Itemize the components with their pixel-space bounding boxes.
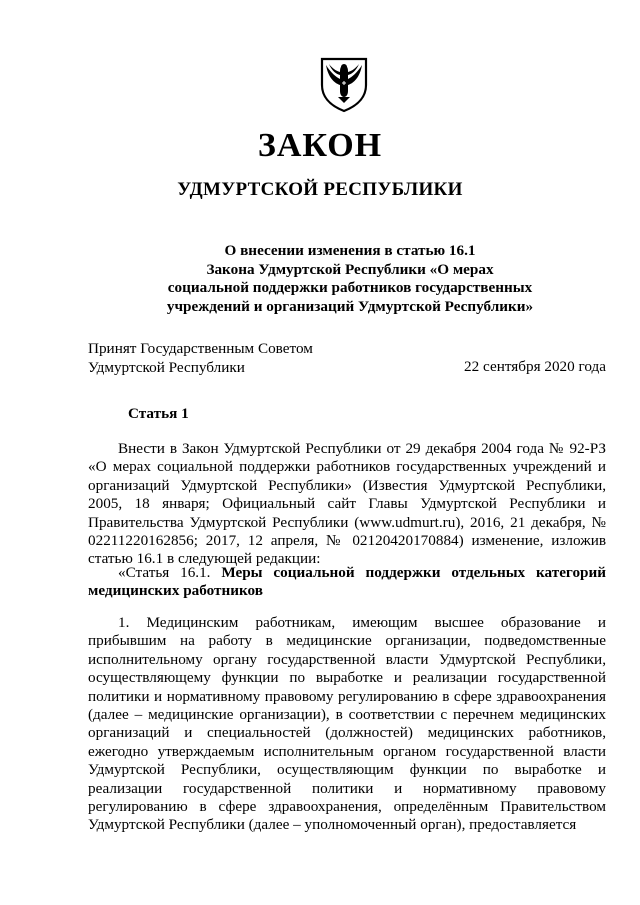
article-quote-heading <box>88 564 606 601</box>
article-paragraph: 1. Медицинским работникам, имеющим высшее образование и прибывшим на работу в медицинские организации, подведомственные исполнительному органу государственной власти Удмуртской Республики, осуществляющему функции по выработке и реализации государственной политики и нормативному правовому регулированию в сфере здравоохранения (далее – медицинские организации), в соответствии с перечнем медицинских организаций и специальностей (должностей) медицинских работников, ежегодно утверждаемым исполнительным органом государственной власти Удмуртской Республики, осуществляющим функции по выработке и реализации государственной политики и нормативному правовому регулированию в сфере здравоохранения, определённым Правительством Удмуртской Республики (далее – уполномоченный орган), предоставляется <box>88 614 606 834</box>
law-title: ЗАКОН <box>257 127 383 164</box>
quote-prefix: «Статья 16.1. <box>118 564 222 581</box>
law-heading-line: Закона Удмуртской Республики «О мерах <box>206 260 494 278</box>
quote-title: Меры социальной поддержки отдельных категорий медицинских работников <box>88 564 606 600</box>
law-heading-line: О внесении изменения в статью 16.1 <box>224 242 476 259</box>
law-heading <box>100 242 600 316</box>
adoption-line: Принят Государственным Советом <box>88 340 313 357</box>
law-heading-line: социальной поддержки работников государственных <box>167 279 533 296</box>
coat-of-arms-emblem <box>318 55 370 113</box>
adoption-note <box>88 340 313 377</box>
adoption-date: 22 сентября 2020 года <box>464 358 606 375</box>
adoption-line: Удмуртской Республики <box>88 358 245 376</box>
law-heading-line: учреждений и организаций Удмуртской Республики» <box>166 297 534 315</box>
law-subtitle: УДМУРТСКОЙ РЕСПУБЛИКИ <box>177 179 463 200</box>
article-paragraph: Внести в Закон Удмуртской Республики от 29 декабря 2004 года № 92-РЗ «О мерах социальной поддержки работников государственных учреждений и организаций Удмуртской Республики» (Известия Удмуртской Республики, 2005, 18 января; Официальный сайт Главы Удмуртской Республики и Правительства Удмуртской Республики (www.udmurt.ru), 2016, 21 декабря, № 02211220162856; 2017, 12 апреля, № 02120420170884) изменение, изложив статью 16.1 в следующей редакции: <box>88 440 606 568</box>
article-label: Статья 1 <box>128 405 189 422</box>
